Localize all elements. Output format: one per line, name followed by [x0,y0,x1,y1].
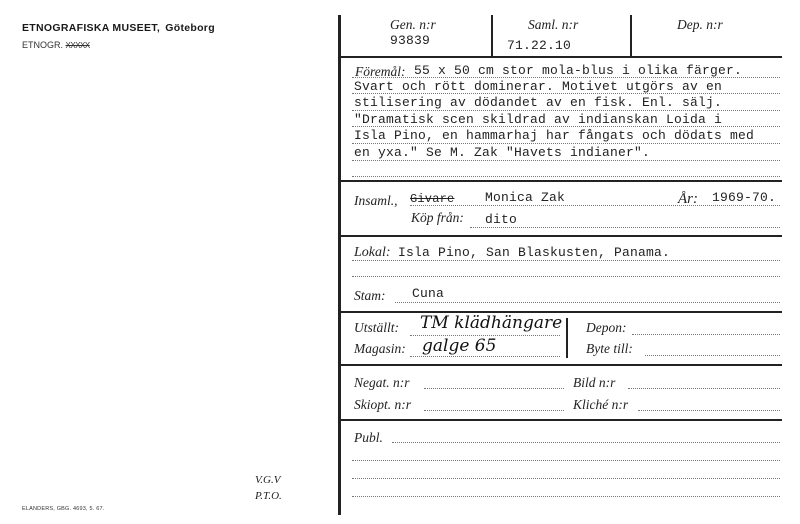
foremal-dotted-line-6 [352,160,780,161]
saml-label: Saml. n:r [528,17,579,32]
dep-label: Dep. n:r [677,17,723,32]
foremal-label: Föremål: [355,64,406,79]
utstallt-label: Utställt: [354,320,400,335]
cliche-label: Kliché n:r [573,397,629,412]
negat-label: Negat. n:r [354,375,410,390]
foremal-line-6: en yxa." Se M. Zak "Havets indianer". [354,145,651,160]
initials-2: P.T.O. [255,490,282,502]
magasin-bottom-border [340,364,782,366]
magasin-dotted-line [410,356,560,357]
foremal-line-4: "Dramatisk scen skildrad av indianskan Loida i [354,112,723,127]
publ-dotted-line-1 [392,442,780,443]
museum-city: Göteborg [165,22,215,34]
foremal-dotted-line-5 [352,143,780,144]
department-struck: XXXXX [65,41,90,50]
bild-label: Bild n:r [573,375,616,390]
lokal-value: Isla Pino, San Blaskusten, Panama. [398,245,671,260]
lokal-dotted-line-2 [352,276,780,277]
top-row-bottom-border [340,56,782,58]
utstallt-handwritten-value: TM klädhängare [420,313,563,333]
foremal-dotted-line-4 [352,126,780,127]
magasin-handwritten-value: galge 65 [422,336,497,356]
foremal-dotted-line-1 [352,77,780,78]
utstallt-dotted-line [410,335,560,336]
gen-value: 93839 [390,33,431,48]
foremal-dotted-line-2 [352,93,780,94]
insaml-value: Monica Zak [485,190,566,205]
byte-label: Byte till: [586,341,633,356]
initials-1: V.G.V [255,474,281,486]
publ-label: Publ. [354,430,383,445]
publ-dotted-line-2 [352,460,780,461]
skiopt-dotted-line [424,410,564,411]
kop-value: dito [485,212,518,227]
department-label: ETNOGR. [22,40,64,50]
museum-name: ETNOGRAFISKA MUSEET, [22,22,161,34]
lokal-dotted-line-1 [352,260,780,261]
department-line [22,40,90,50]
insaml-dotted-line [410,205,780,206]
museum-header [22,22,215,34]
foremal-line-3: stilisering av dödandet av en fisk. Enl. sälj. [354,95,723,110]
saml-dep-divider [630,15,632,57]
lokal-label: Lokal: [354,245,391,260]
foremal-line-5: Isla Pino, en hammarhaj har fångats och dödats med [354,128,755,143]
printer-line: ELANDERS, GBG. 4693, 5. 67. [22,506,105,512]
depon-dotted-line [632,334,780,335]
foremal-dotted-line-7 [352,176,780,177]
publ-dotted-line-3 [352,478,780,479]
year-label: År: [678,191,698,207]
skiopt-label: Skiopt. n:r [354,397,411,412]
negat-dotted-line [424,388,564,389]
publ-dotted-line-4 [352,496,780,497]
depon-label: Depon: [586,320,627,335]
saml-value: 71.22.10 [507,38,572,53]
insaml-struck-text: Givare [410,192,455,206]
foremal-line-1: 55 x 50 cm stor mola-blus i olika färger. [414,63,743,78]
stam-dotted-line [395,302,780,303]
kop-dotted-line [470,227,780,228]
year-value: 1969-70. [712,190,777,205]
gen-label: Gen. n:r [390,17,436,32]
foremal-line-2: Svart och rött dominerar. Motivet utgörs av en [354,79,723,94]
foremal-bottom-border [340,180,782,182]
utstallt-depon-divider [566,318,568,358]
insaml-bottom-border [340,235,782,237]
negat-bottom-border [340,419,782,421]
gen-saml-divider [491,15,493,57]
byte-dotted-line [645,355,780,356]
kop-label: Köp från: [411,210,464,225]
stam-value: Cuna [412,286,445,301]
stam-label: Stam: [354,288,386,303]
card-left-border [338,15,341,515]
insaml-label: Insaml., [354,193,398,208]
magasin-label: Magasin: [354,341,406,356]
foremal-dotted-line-3 [352,110,780,111]
bild-dotted-line [628,388,780,389]
cliche-dotted-line [638,410,780,411]
